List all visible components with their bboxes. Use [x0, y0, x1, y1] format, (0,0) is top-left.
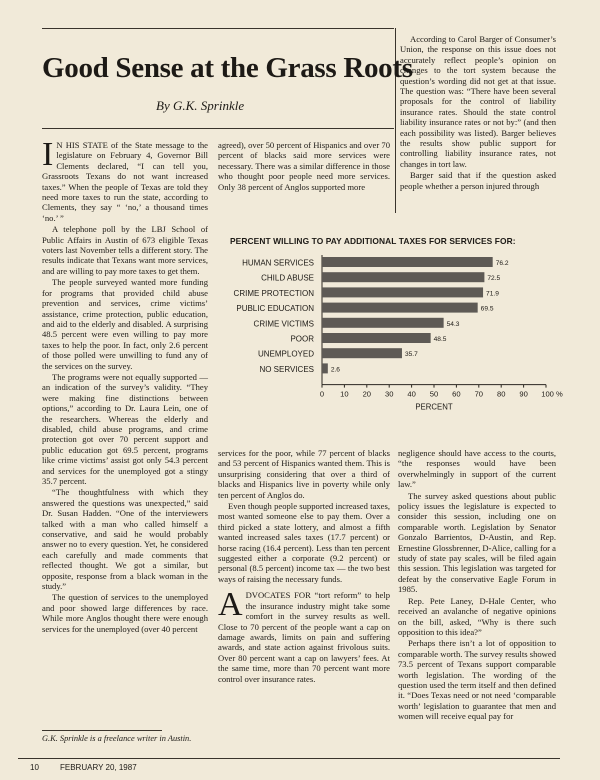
bar [322, 348, 402, 358]
paragraph: negligence should have access to the courts, “the responses would have been overwhelmingly in support of the current law.” [398, 448, 556, 490]
dropcap: I [42, 136, 54, 173]
x-tick-label: 0 [319, 389, 325, 399]
paragraph: agreed), over 50 percent of Hispanics and over 70 percent of blacks said more services were necessary. There was a similar difference in those who thought poor people need more services. Only 38 percent of Anglos supported more [218, 140, 390, 192]
paragraph-lead [218, 586, 390, 684]
paragraph: According to Carol Barger of Consumer’s Union, the response on this issue does not accurately reflect people’s opinion on changes to the tort system because the question’s wording did not get at that issue. The question was: “There have been several proposals for the control of liability insurance rates. Should the state control liability insurance rates or not by:” (and then each possibility was listed). Barger believes the results show public support for controlling liability insurance rates, not changes in tort law. [400, 34, 556, 169]
x-axis-label: PERCENT [415, 402, 453, 412]
footer-rule [18, 758, 560, 759]
x-tick-label: 40 [407, 389, 416, 399]
value-label: 35.7 [404, 351, 418, 359]
bar [322, 303, 478, 313]
category-label: NO SERVICES [259, 364, 314, 374]
byline: By G.K. Sprinkle [156, 98, 245, 113]
headline-rule [42, 128, 394, 129]
author-bio: G.K. Sprinkle is a freelance writer in Austin. [42, 734, 192, 743]
category-label: CHILD ABUSE [261, 273, 314, 283]
column-3-bottom [398, 448, 556, 723]
paragraph-lead [42, 136, 208, 223]
category-label: PUBLIC EDUCATION [236, 304, 314, 314]
value-label: 69.5 [480, 305, 494, 313]
value-label: 2.6 [330, 366, 340, 374]
page-number: 10 [30, 763, 39, 772]
x-tick-label: 60 [452, 389, 461, 399]
bar [322, 257, 493, 267]
column-3-top [400, 34, 556, 192]
paragraph: The people surveyed wanted more funding for programs that provided child abuse prevention and services, crime victims’ assistance, crime protection, public education, and aid to the elderly and disabled. A surprising 48.5 percent were even willing to pay more taxes to help the poor. In fact, only 2.6 percent of those polled were unwilling to fund any of the services on the survey. [42, 277, 208, 371]
paragraph: Barger said that if the question asked people whether a person injured through [400, 170, 556, 191]
column-1 [42, 136, 208, 635]
bar [322, 333, 431, 343]
paragraph: The survey asked questions about public policy issues the legislature is expected to consider this session, including one on comparable worth. Legislation by Senator Gonzalo Barrientos, D-Austin, and Rep. Ernestine Glossbrenner, D-Alice, calling for a study of state pay scales, will be filed again this session. This legislation was targeted for defeat by the conservative Eagle Forum in 1985. [398, 490, 556, 595]
category-label: CRIME VICTIMS [253, 319, 314, 329]
value-label: 54.3 [446, 320, 460, 328]
issue-date: FEBRUARY 20, 1987 [60, 763, 137, 772]
x-tick-label: 80 [496, 389, 506, 399]
top-rule [42, 28, 394, 29]
category-label: CRIME PROTECTION [233, 288, 314, 298]
chart-plot [216, 246, 580, 446]
paragraph: A telephone poll by the LBJ School of Public Affairs in Austin of 673 eligible Texas voters last November tells a different story. The results indicate that Texans want more services, and are willing to pay more taxes to get them. [42, 224, 208, 276]
x-tick-label: 30 [384, 389, 394, 399]
value-label: 48.5 [433, 336, 447, 343]
value-label: 71.9 [486, 290, 499, 298]
bar [322, 287, 483, 297]
bar [322, 363, 328, 373]
bar [322, 318, 444, 328]
category-label: HUMAN SERVICES [242, 258, 314, 268]
bio-rule [42, 730, 162, 731]
paragraph: “The thoughtfulness with which they answered the questions was unexpected,” said Dr. Susan Hadden. “One of the interviewers talked with a man who called himself a conservative, and said he would probably answer no to every question. Yet, he considered each carefully and made comments that reflected thought. We got a similar, but opposite, response from a black woman in the study.” [42, 487, 208, 592]
headline: Good Sense at the Grass Roots [42, 52, 413, 84]
dropcap: A [218, 586, 243, 624]
chart-title: PERCENT WILLING TO PAY ADDITIONAL TAXES FOR SERVICES FOR: [230, 236, 516, 246]
x-tick-label: 10 [340, 389, 349, 399]
paragraph: The programs were not equally supported — an indication of the survey’s validity. “They were making fine distinctions between options,” according to Dr. Laura Lein, one of the researchers. Whereas the elderly and disabled, child abuse programs, and crime protection got over 70 percent support and public education got 69.5 percent, programs like crime victims’ assist got only 54.3 percent and services for the unemployed got a stingy 35.7 percent. [42, 371, 208, 486]
x-tick-label: 100 % [541, 389, 563, 399]
column-2-top [218, 140, 390, 193]
chart [216, 224, 580, 446]
x-tick-label: 20 [362, 389, 372, 399]
x-tick-label: 70 [474, 389, 484, 399]
bar [322, 272, 484, 282]
paragraph: services for the poor, while 77 percent of blacks and 53 percent of Hispanics wanted them. This is unsurprising considering that over a third of blacks and Hispanics live in poverty while only ten percent of Anglos do. [218, 448, 390, 500]
paragraph: Rep. Pete Laney, D-Hale Center, who received an avalanche of negative opinions on the bill, asked, “Why is there such opposition to this idea?” [398, 595, 556, 637]
paragraph: The question of services to the unemployed and poor showed large differences by race. While more Anglos thought there were enough services for the unemployed (over 40 percent [42, 592, 208, 634]
x-tick-label: 50 [429, 389, 439, 399]
category-label: POOR [290, 334, 314, 344]
value-label: 76.2 [495, 260, 509, 267]
paragraph: Even though people supported increased taxes, most wanted someone else to pay them. Over a third picked a state lottery, and almost a fifth wanted increased sales taxes (17.7 percent) or horse racing (16.4 percent). Less than ten percent suggested either a corporate (9.2 percent) or personal (8.5 percent) income tax — the two best ways of raising the necessary funds. [218, 501, 390, 584]
value-label: 72.5 [487, 275, 501, 283]
column-2-bottom [218, 448, 390, 685]
category-label: UNEMPLOYED [257, 349, 314, 359]
paragraph: Perhaps there isn’t a lot of opposition to comparable worth. The survey results showed 73.5 percent of Texans support comparable worth legislation. The wording of the question used the term itself and then defined it. “Does Texas need or not need ‘comparable worth’ legislation to guarantee that men and women will receive equal pay for [398, 638, 556, 722]
lead-text: DVOCATES FOR “tort reform” to help the insurance industry might take some comfort in the survey results as well. Close to 70 percent of the people want a cap on damage awards, limits on pain and suffering awards, and state action against frivolous suits. Over 80 percent want a cap on lawyers’ fees. At the same time, more than 70 percent want more control over insurance rates. [218, 590, 390, 684]
lead-text: N HIS STATE of the State message to the legislature on February 4, Governor Bill Clements declared, “I can tell you, Grassroots Texans do not want increased taxes.” When the people of Texas are told they need more taxes to run the state, according to Clements, they say “ ‘no,’ a thousand times ‘no.’ ” [42, 140, 208, 223]
x-tick-label: 90 [519, 389, 528, 399]
